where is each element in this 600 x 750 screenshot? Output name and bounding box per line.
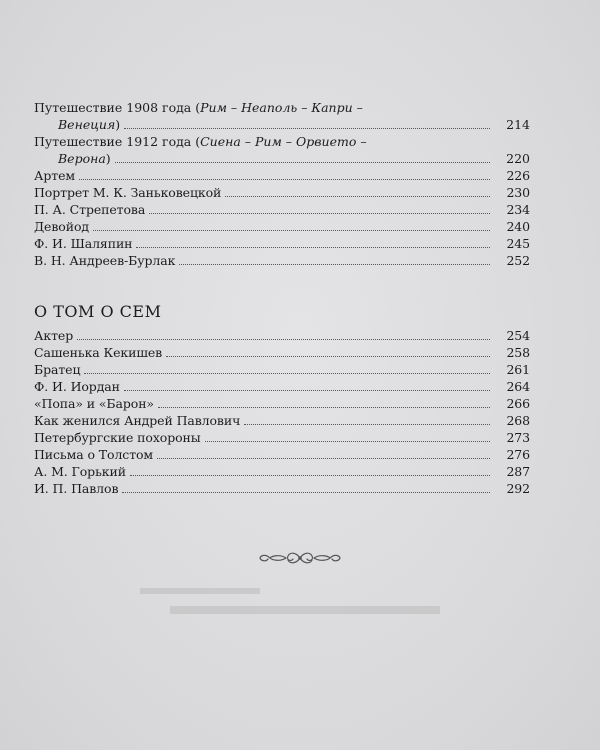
toc-entry-title: В. Н. Андреев-Бурлак (34, 253, 176, 268)
toc-entry-paren: ) (105, 151, 111, 166)
toc-page-number: 245 (506, 236, 530, 251)
toc-entry-title: Ф. И. Иордан (34, 379, 120, 394)
toc-page-number: 268 (506, 413, 530, 428)
toc-entry[interactable] (34, 235, 530, 252)
toc-entry[interactable] (34, 99, 530, 133)
leader-dots (136, 247, 490, 248)
toc-entry-title: Письма о Толстом (34, 447, 154, 462)
toc-entry-title: Девойод (34, 219, 89, 234)
toc-entry-title: Артем (34, 168, 76, 183)
toc-entry-title: Как женился Андрей Павлович (34, 413, 241, 428)
toc-entry-title: Сашенька Кекишев (34, 345, 163, 360)
toc-entry[interactable] (34, 167, 530, 184)
toc-entry-line-2 (34, 150, 530, 167)
toc-page-number: 273 (506, 430, 530, 445)
leader-dots (84, 373, 490, 374)
toc-entry[interactable] (34, 252, 530, 269)
toc-entry[interactable] (34, 327, 530, 344)
toc-entry-line-1 (34, 133, 530, 150)
leader-dots (93, 230, 490, 231)
toc-entry[interactable] (34, 463, 530, 480)
toc-entry[interactable] (34, 429, 530, 446)
toc-page-number: 264 (506, 379, 530, 394)
toc-entry[interactable] (34, 412, 530, 429)
leader-dots (157, 458, 490, 459)
toc-entry-title: Братец (34, 362, 81, 377)
toc-page-number: 252 (506, 253, 530, 268)
toc-entry-title: И. П. Павлов (34, 481, 119, 496)
toc-entry-title: Петербургские похороны (34, 430, 201, 445)
toc-entry-title: Актер (34, 328, 74, 343)
toc-page-number: 292 (506, 481, 530, 496)
toc-entry-title: Ф. И. Шаляпин (34, 236, 133, 251)
vignette-ornament-icon (256, 548, 344, 568)
leader-dots (158, 407, 490, 408)
toc-entry[interactable] (34, 378, 530, 395)
toc-page-number: 258 (506, 345, 530, 360)
toc-page-number: 254 (506, 328, 530, 343)
toc-entry[interactable] (34, 201, 530, 218)
leader-dots (77, 339, 490, 340)
leader-dots (130, 475, 490, 476)
toc-page-number: 276 (506, 447, 530, 462)
leader-dots (179, 264, 490, 265)
toc-part-1 (34, 99, 530, 269)
toc-entry[interactable] (34, 344, 530, 361)
toc-entry-title: Путешествие 1912 года ( (34, 134, 201, 149)
toc-entry-title: Путешествие 1908 года ( (34, 100, 201, 115)
leader-dots (149, 213, 490, 214)
toc-entry[interactable] (34, 184, 530, 201)
toc-entry[interactable] (34, 480, 530, 497)
toc-entry[interactable] (34, 218, 530, 235)
toc-page-number: 220 (506, 151, 530, 166)
toc-entry-route: Верона (58, 151, 106, 166)
toc-entry-route: Сиена – Рим – Орвието – (200, 134, 367, 149)
leader-dots (122, 492, 490, 493)
leader-dots (124, 390, 490, 391)
toc-page-number: 261 (506, 362, 530, 377)
leader-dots (205, 441, 490, 442)
toc-page-number: 226 (506, 168, 530, 183)
leader-dots (225, 196, 490, 197)
section-heading: О ТОМ О СЕМ (34, 302, 162, 321)
toc-entry-line-1 (34, 99, 530, 116)
bleed-through-texture (130, 582, 470, 622)
toc-page-number: 266 (506, 396, 530, 411)
toc-page-number: 234 (506, 202, 530, 217)
toc-entry[interactable] (34, 446, 530, 463)
leader-dots (124, 128, 490, 129)
toc-entry[interactable] (34, 133, 530, 167)
toc-entry-title: «Попа» и «Барон» (34, 396, 154, 411)
leader-dots (166, 356, 490, 357)
toc-page-number: 287 (506, 464, 530, 479)
toc-page-number: 240 (506, 219, 530, 234)
toc-entry-line-2 (34, 116, 530, 133)
toc-entry-title: П. А. Стрепетова (34, 202, 146, 217)
toc-entry-route: Венеция (58, 117, 116, 132)
toc-page-number: 230 (506, 185, 530, 200)
leader-dots (244, 424, 490, 425)
leader-dots (79, 179, 490, 180)
toc-entry-title: А. М. Горький (34, 464, 126, 479)
toc-entry-title: Портрет М. К. Заньковецкой (34, 185, 222, 200)
toc-entry[interactable] (34, 395, 530, 412)
toc-entry-paren: ) (115, 117, 121, 132)
toc-entry[interactable] (34, 361, 530, 378)
leader-dots (115, 162, 490, 163)
toc-entry-route: Рим – Неаполь – Капри – (200, 100, 363, 115)
toc-page-number: 214 (506, 117, 530, 132)
toc-part-2 (34, 327, 530, 497)
